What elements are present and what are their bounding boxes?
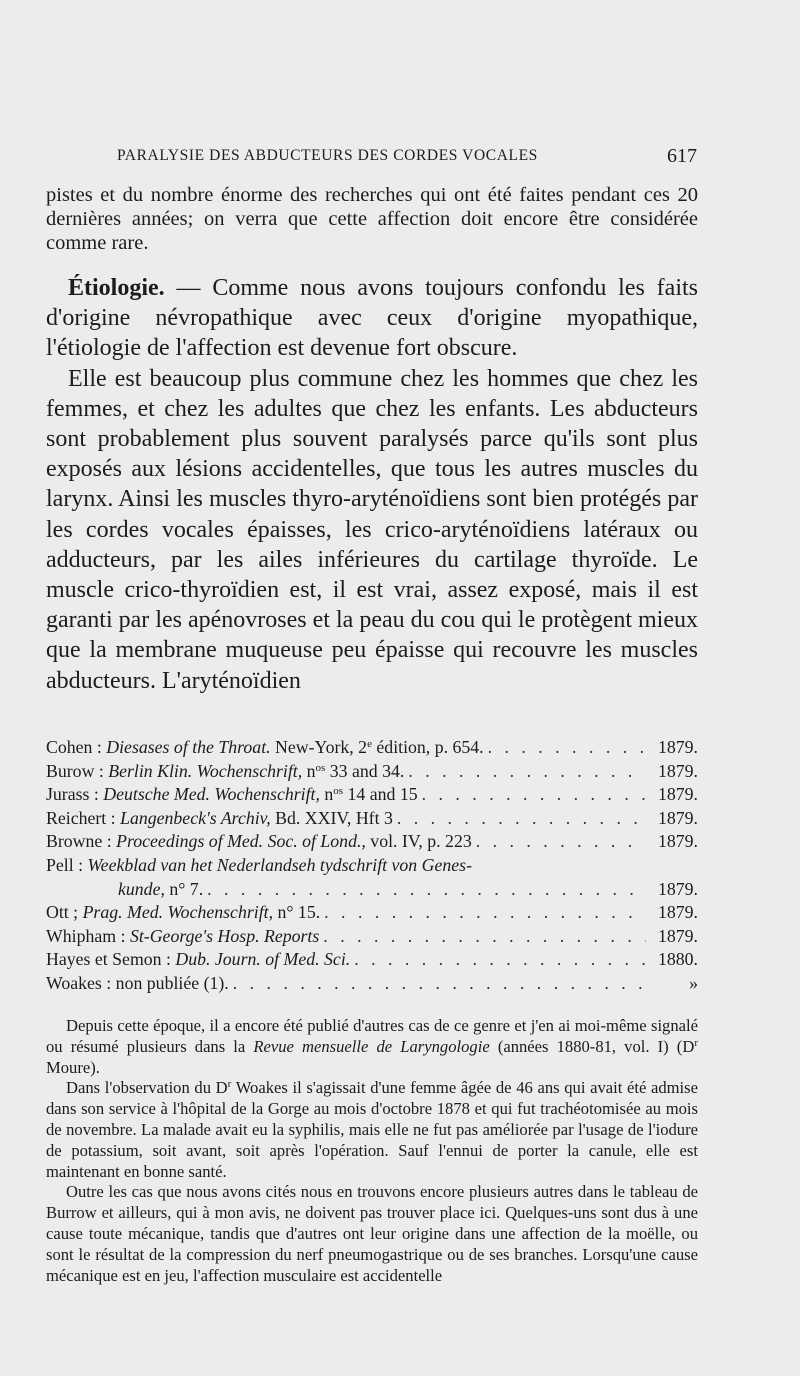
ref-year: 1879. [657, 925, 698, 946]
ref-title: Berlin Klin. Wochenschrift, [108, 760, 303, 781]
ref-title: Dub. Journ. of Med. Sci. [175, 949, 351, 970]
reference-entry [46, 830, 698, 854]
reference-entry [46, 783, 698, 807]
ref-detail: n° 7. [164, 878, 204, 899]
ref-year: 1879. [657, 737, 698, 757]
ref-title: kunde, [118, 878, 165, 899]
body-paragraph: Elle est beaucoup plus commune chez les hommes que chez les femmes, et chez les adultes que chez les enfants. Les abducteurs sont probablement plus souvent paralysés parce qu'ils sont plus exposés aux lésions accidentelles, que tous les autres muscles du larynx. Ainsi les muscles thyro-aryténoïdiens sont bien protégés par les cordes vocales épaisses, les crico-aryténoïdiens latéraux ou adducteurs, par les ailes inférieures du cartilage thyroïde. Le muscle crico-thyroïdien est, il est vrai, assez exposé, mais il est garanti par les apénovroses et la peau du cou qui le protègent mieux que la membrane muqueuse peu épaisse qui recouvre les muscles abducteurs. L'aryténoïdien [46, 365, 698, 694]
ref-year: 1879. [657, 807, 698, 828]
ref-sup: os [333, 785, 344, 798]
running-title: PARALYSIE DES ABDUCTEURS DES CORDES VOCALES [117, 147, 538, 164]
reference-entry [46, 807, 698, 831]
ref-year: 1879. [657, 878, 698, 899]
reference-entry [46, 948, 698, 972]
leader-dots [404, 760, 646, 784]
ref-title: St-George's Hosp. Reports [129, 925, 320, 946]
leader-dots [472, 830, 646, 854]
ref-detail-2: édition, p. 654. [371, 737, 484, 757]
etiologie-text: — Comme nous avons toujours confondu les faits d'origine névropathique avec ceux d'origine myopathique, l'étiologie de l'affection est devenue fort obscure. [46, 275, 698, 362]
reference-entry [46, 760, 698, 784]
ref-detail: New-York, 2 [270, 737, 368, 757]
ref-year: 1879. [657, 831, 698, 852]
ref-author: Burow : [46, 760, 109, 781]
reference-entry [46, 854, 698, 878]
ref-title: Deutsche Med. Wochenschrift, [103, 784, 320, 805]
reference-entry [46, 736, 698, 760]
ref-year: 1879. [657, 902, 698, 923]
ref-year: 1880. [657, 949, 698, 970]
leader-dots [320, 901, 646, 925]
ref-detail: vol. IV, p. 223 [365, 831, 472, 852]
reference-entry [46, 972, 698, 996]
leader-dots [393, 807, 646, 831]
ref-title: Langenbeck's Archiv, [120, 807, 271, 828]
ref-year: 1879. [657, 784, 698, 805]
footnote-block [46, 1016, 698, 1286]
leader-dots [319, 925, 646, 949]
intro-text: pistes et du nombre énorme des recherches qui ont été faites pendant ces 20 dernières années; on verra que cette affection doit encore être considérée comme rare. [46, 184, 698, 254]
ref-author: Hayes et Semon : [46, 949, 176, 970]
leader-dots [350, 948, 646, 972]
reference-entry-continuation [46, 878, 698, 902]
running-header [117, 145, 697, 173]
ref-title: Prag. Med. Wochenschrift, [82, 902, 274, 923]
ref-title: Diesases of the Throat. [106, 737, 271, 757]
ref-year: » [689, 972, 698, 993]
reference-entry [46, 901, 698, 925]
continuation-paragraph [46, 183, 698, 255]
etiologie-paragraph [46, 273, 698, 364]
main-text [46, 273, 698, 696]
leader-dots [484, 736, 646, 760]
ref-author: Pell : [46, 854, 88, 875]
footnote-paragraph: Dans l'observation du $D^r$ Woakes il s'agissait d'une femme âgée de 46 ans qui avait été admise dans son service à l'hôpital de la Gorge au mois d'octobre 1878 et qui fut trachéotomisée au mois de novembre. La malade avait eu la syphilis, mais elle ne fut pas améliorée par l'usage de l'iodure de potassium, soit avant, soit après l'opération. Sauf l'ennui de porter la canule, elle est maintenant en bonne santé. [46, 1078, 698, 1181]
ref-detail: n [302, 760, 316, 781]
ref-sup: os [315, 761, 326, 774]
page-number: 617 [667, 145, 697, 167]
leader-dots [229, 972, 646, 996]
ref-detail-2: 33 and 34. [325, 760, 405, 781]
ref-sup: e [367, 738, 372, 750]
leader-dots [418, 783, 646, 807]
ref-author: Jurass : [46, 784, 104, 805]
ref-title: Proceedings of Med. Soc. of Lond., [116, 831, 366, 852]
ref-title: Weekblad van het Nederlandseh tydschrift von Genes- [87, 854, 473, 875]
ref-author: Ott ; [46, 902, 83, 923]
leader-dots [203, 878, 646, 902]
ref-detail-2: 14 and 15 [343, 784, 418, 805]
reference-entry [46, 925, 698, 949]
footnote-paragraph: Outre les cas que nous avons cités nous en trouvons encore plusieurs autres dans le tableau de Burrow et ailleurs, qui à mon avis, ne doivent pas trouver place ici. Quelques-uns sont dus à une cause toute mécanique, tandis que d'autres ont leur origine dans une affection de la moëlle, ou sont le résultat de la compression du nerf pneumogastrique ou de ses branches. Lorsqu'une cause mécanique est en jeu, l'affection musculaire est accidentelle [46, 1182, 698, 1285]
ref-author: Woakes : non publiée (1). [46, 972, 229, 993]
section-heading: Étiologie. [68, 275, 165, 301]
ref-detail: n [319, 784, 334, 805]
ref-author: Cohen : [46, 737, 107, 757]
ref-year: 1879. [657, 760, 698, 781]
ref-author: Reichert : [46, 807, 121, 828]
ref-author: Browne : [46, 831, 117, 852]
journal-title: Revue mensuelle de Laryngologie [253, 1036, 490, 1056]
ref-detail: Bd. XXIV, Hft 3 [270, 807, 393, 828]
reference-list [46, 736, 698, 996]
footnote-paragraph: Depuis cette époque, il a encore été publié d'autres cas de ce genre et j'en ai moi-même signalé ou résumé plusieurs dans la Revue mensuelle de Laryngologie (années 1880-81, vol. I) ($D^r$ Moure). [46, 1016, 698, 1077]
ref-detail: n° 15. [273, 902, 321, 923]
ref-author: Whipham : [46, 925, 130, 946]
